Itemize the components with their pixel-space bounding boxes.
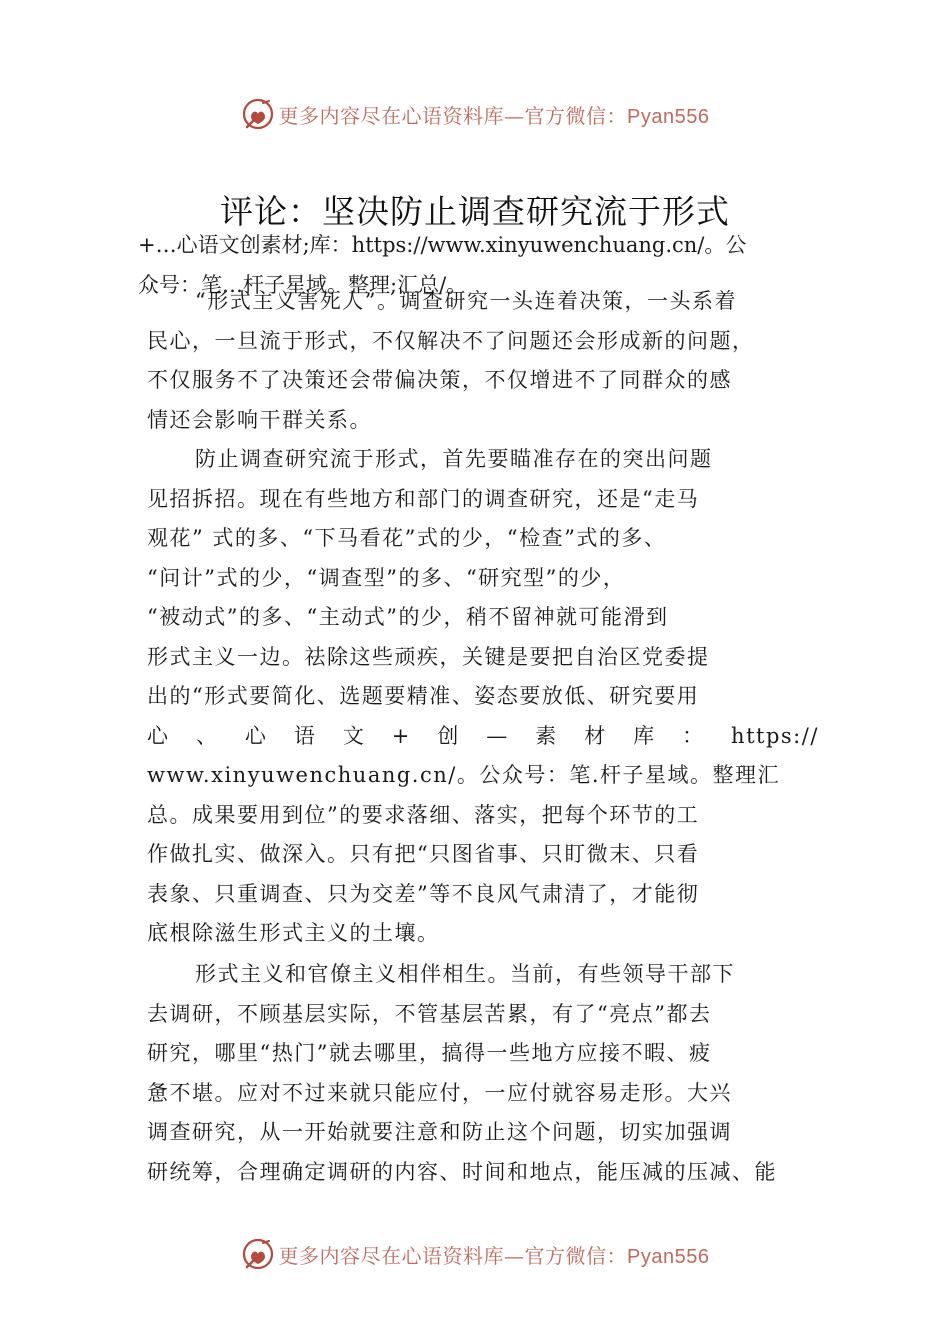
- paragraph-line: 作做扎实、做深入。只有把“只图省事、只盯微末、只看: [147, 842, 700, 866]
- paragraph-line: 惫不堪。应对不过来就只能应付，一应付就容易走形。大兴: [147, 1080, 732, 1105]
- pen-heart-logo-icon: [241, 97, 275, 131]
- source-line-1: +…心语文创素材;库：https://www.xinyuwenchuang.cn/。公: [138, 233, 747, 257]
- spaced-watermark-line: 心 、 心 语 文 + 创 — 素 材 库 ： https://: [147, 723, 819, 748]
- paragraph-1: [147, 282, 819, 440]
- header-banner: [0, 92, 950, 136]
- paragraph-line: 总。成果要用到位”的要求落细、落实，把每个环节的工: [147, 802, 700, 827]
- source-line-2: 众号：笔…杆子星域。整理;汇总/。: [138, 272, 468, 297]
- paragraph-line: “问计”式的少，“调查型”的多、“研究型”的少，: [147, 565, 626, 590]
- paragraph-2: [147, 440, 819, 954]
- paragraph-line: www.xinyuwenchuang.cn/。公众号：笔.杆子星域。整理汇: [147, 763, 781, 787]
- banner-text: 更多内容尽在心语资料库—官方微信：Pyan556: [278, 103, 710, 128]
- paragraph-line: 调查研究，从一开始就要注意和防止这个问题，切实加强调: [147, 1120, 732, 1144]
- paragraph-line: 出的“形式要简化、选题要精准、姿态要放低、研究要用: [147, 684, 700, 708]
- paragraph-line: 防止调查研究流于形式，首先要瞄准存在的突出问题: [195, 447, 713, 471]
- footer-banner: [0, 1232, 950, 1276]
- paragraph-line: 不仅服务不了决策还会带偏决策，不仅增进不了同群众的感: [147, 368, 732, 392]
- paragraph-line: 底根除滋生形式主义的土壤。: [147, 921, 440, 945]
- paragraph-line: 形式主义一边。祛除这些顽疾，关键是要把自治区党委提: [147, 644, 710, 669]
- paragraph-line: 民心，一旦流于形式，不仅解决不了问题还会形成新的问题，: [147, 328, 755, 353]
- document-title: 评论：坚决防止调查研究流于形式: [220, 192, 730, 231]
- paragraph-line: 研统筹，合理确定调研的内容、时间和地点，能压减的压减、能: [147, 1159, 777, 1184]
- paragraph-line: 去调研，不顾基层实际，不管基层苦累，有了“亮点”都去: [147, 1001, 712, 1026]
- paragraph-line: 研究，哪里“热门”就去哪里，搞得一些地方应接不暇、疲: [147, 1041, 712, 1065]
- banner-text: 更多内容尽在心语资料库—官方微信：Pyan556: [278, 1243, 710, 1268]
- paragraph-line: “被动式”的多、“主动式”的少，稍不留神就可能滑到: [147, 605, 669, 629]
- paragraph-line: 表象、只重调查、只为交差”等不良风气肃清了，才能彻: [147, 881, 700, 906]
- paragraph-line: 形式主义和官僚主义相伴相生。当前，有些领导干部下: [195, 962, 735, 986]
- paragraph-3: [147, 955, 819, 1192]
- paragraph-line: “形式主义害死人”。调查研究一头连着决策，一头系着: [195, 289, 737, 313]
- pen-heart-logo-icon: [241, 1237, 275, 1271]
- paragraph-line: 观花” 式的多、“下马看花”式的少，“检查”式的多、: [147, 526, 667, 550]
- paragraph-line: 见招拆招。现在有些地方和部门的调查研究，还是“走马: [147, 486, 700, 511]
- paragraph-line: 情还会影响干群关系。: [147, 407, 372, 432]
